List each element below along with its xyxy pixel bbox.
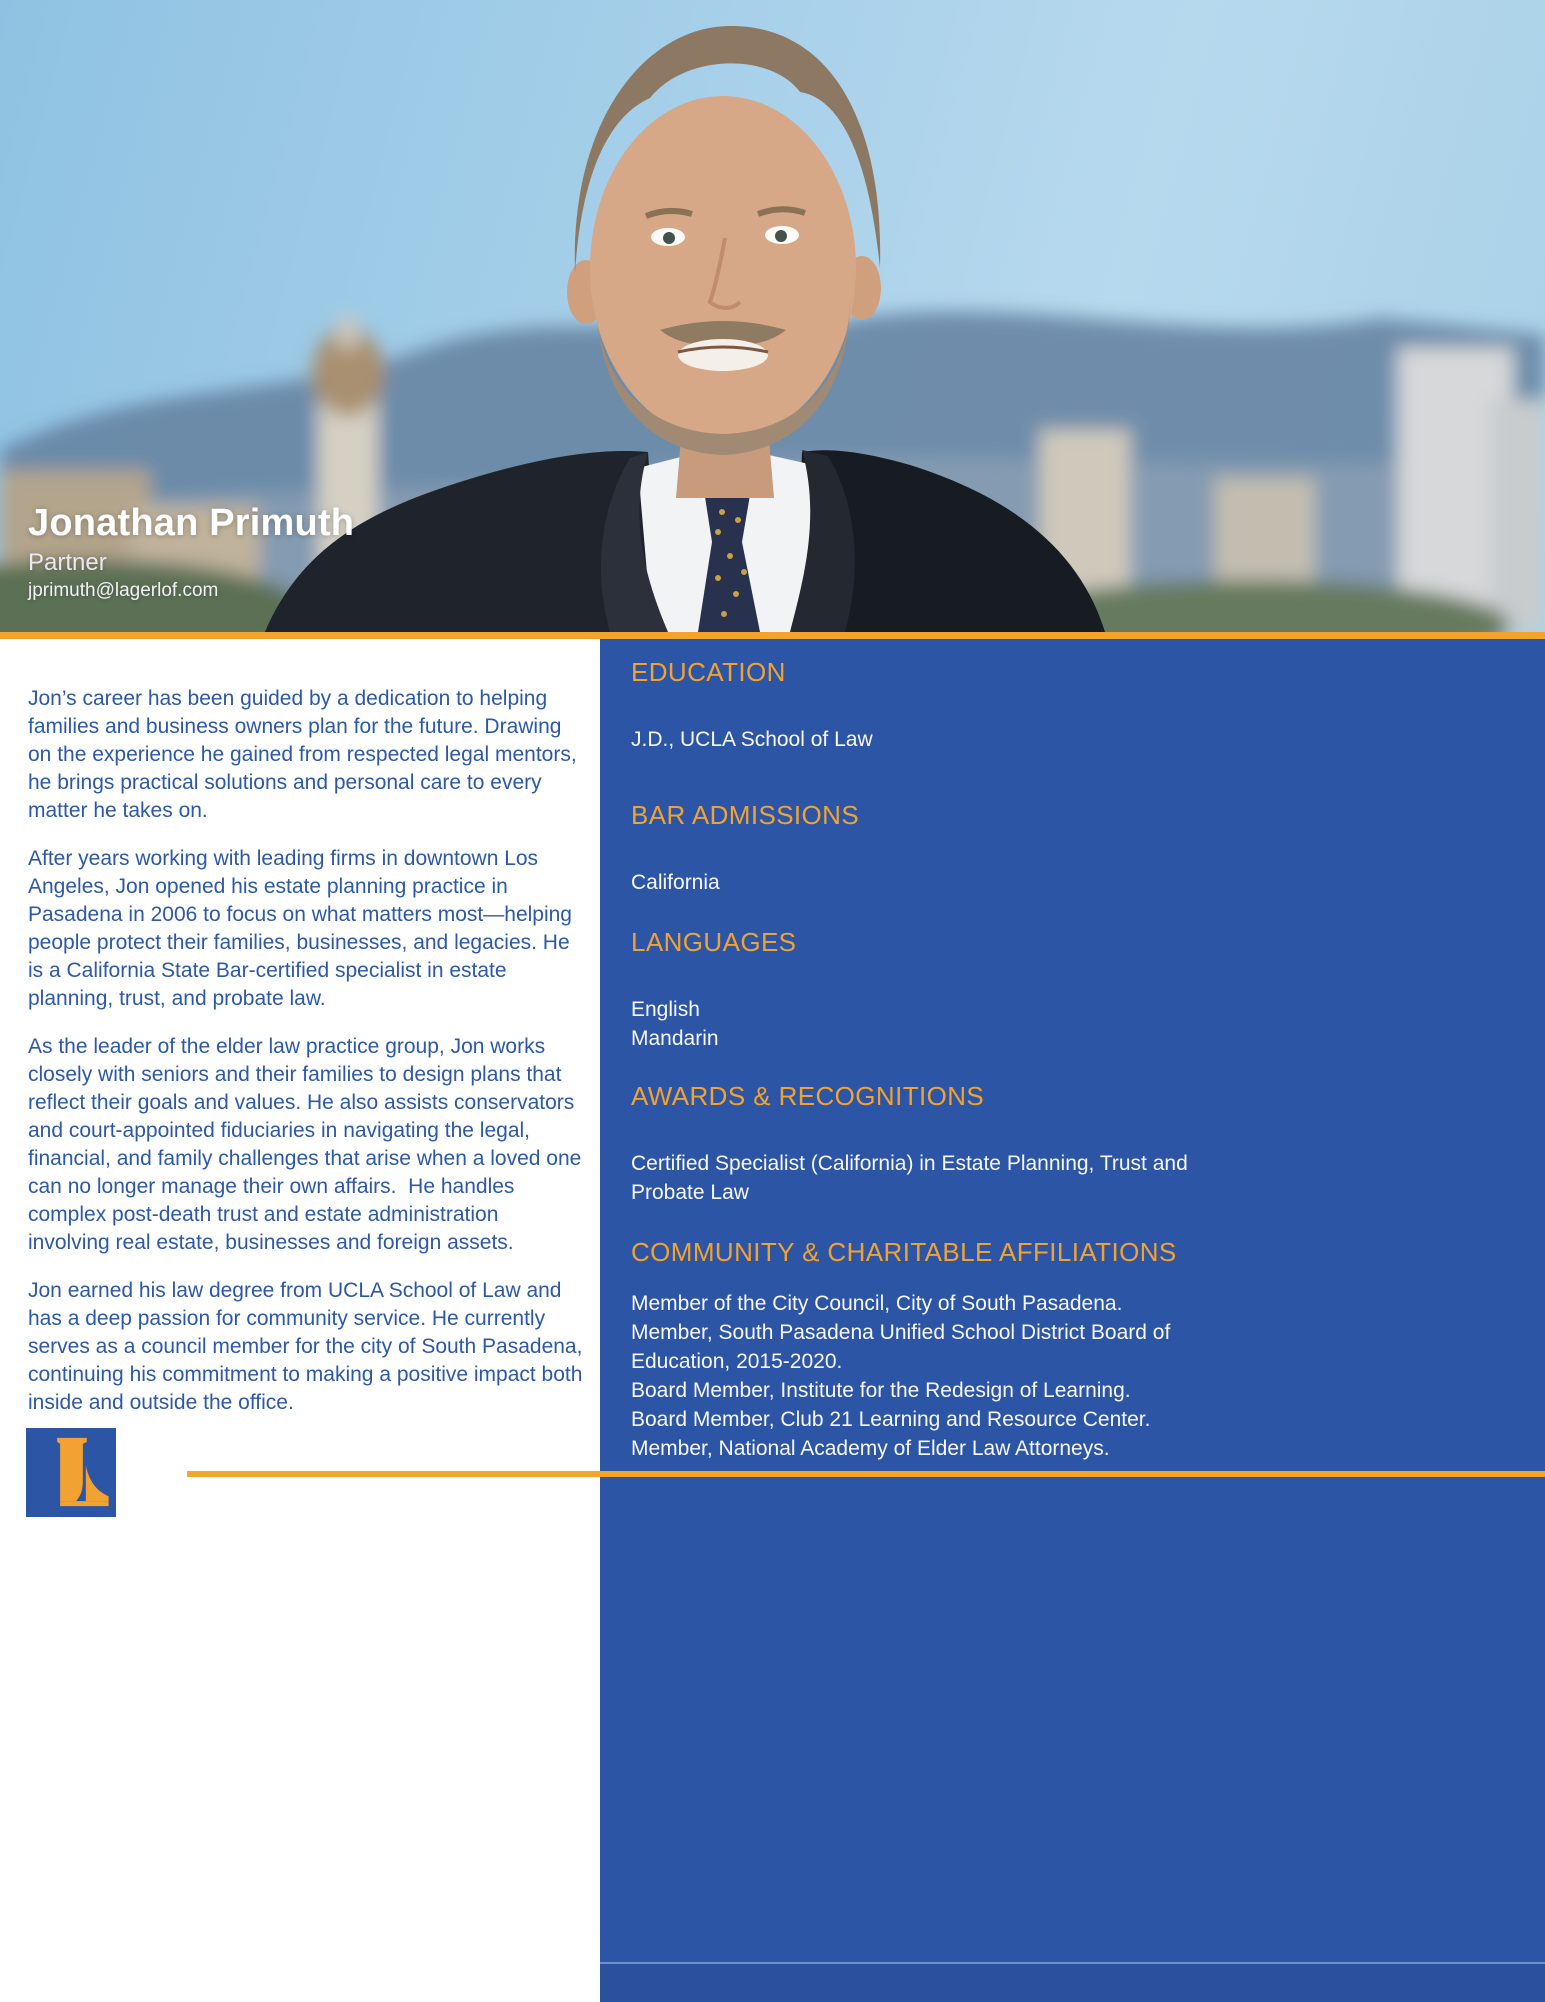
hero-text-block bbox=[28, 503, 354, 602]
person-name: Jonathan Primuth bbox=[28, 502, 355, 544]
sidebar-section bbox=[631, 798, 1515, 897]
bio-column bbox=[0, 639, 600, 2000]
sidebar-section bbox=[631, 1235, 1515, 1463]
firm-logo bbox=[26, 1428, 116, 1517]
section-item: Board Member, Institute for the Redesign of Learning. bbox=[631, 1379, 1131, 1402]
section-heading: BAR ADMISSIONS bbox=[631, 800, 860, 830]
bio-paragraph: After years working with leading firms in downtown Los Angeles, Jon opened his estate planning practice in Pasadena in 2006 to focus on what matters most—helping people protect their families, businesses, and legacies. He is a California State Bar-certified specialist in estate planning, trust, and probate law. bbox=[28, 847, 578, 1010]
section-item: Board Member, Club 21 Learning and Resource Center. bbox=[631, 1408, 1151, 1431]
bio-paragraphs bbox=[28, 685, 589, 1417]
bio-paragraph: Jon’s career has been guided by a dedication to helping families and business owners plan for the future. Drawing on the experience he gained from respected legal mentors, he brings practical solutions and personal care to every matter he takes on. bbox=[28, 687, 583, 822]
section-heading: COMMUNITY & CHARITABLE AFFILIATIONS bbox=[631, 1237, 1177, 1267]
hero-banner bbox=[0, 0, 1545, 632]
top-divider-rule bbox=[0, 632, 1545, 639]
person-title: Partner bbox=[28, 549, 107, 576]
section-item: Certified Specialist (California) in Estate Planning, Trust and bbox=[631, 1152, 1188, 1175]
logo-letter-l bbox=[26, 1428, 116, 1517]
section-item: English bbox=[631, 998, 700, 1021]
sidebar-section bbox=[631, 925, 1515, 1053]
section-item: California bbox=[631, 871, 720, 894]
footer-strip bbox=[600, 1962, 1545, 2002]
person-email[interactable]: jprimuth@lagerlof.com bbox=[28, 580, 219, 601]
section-item: J.D., UCLA School of Law bbox=[631, 728, 873, 751]
bio-paragraph: Jon earned his law degree from UCLA School of Law and has a deep passion for community service. He currently serves as a council member for the city of South Pasadena, continuing his commitment to making a positive impact both inside and outside the office. bbox=[28, 1279, 589, 1414]
sidebar-sections bbox=[631, 655, 1515, 1463]
sidebar-section bbox=[631, 1079, 1515, 1207]
section-item: Member of the City Council, City of South Pasadena. bbox=[631, 1292, 1123, 1315]
section-item: Education, 2015-2020. bbox=[631, 1350, 843, 1373]
sidebar-section bbox=[631, 655, 1515, 754]
section-heading: LANGUAGES bbox=[631, 927, 797, 957]
section-item: Member, National Academy of Elder Law Attorneys. bbox=[631, 1437, 1110, 1460]
bottom-divider-rule bbox=[187, 1471, 1545, 1477]
section-item: Member, South Pasadena Unified School District Board of bbox=[631, 1321, 1171, 1344]
section-item: Mandarin bbox=[631, 1027, 719, 1050]
main-content bbox=[0, 639, 1545, 2000]
bio-paragraph: As the leader of the elder law practice group, Jon works closely with seniors and their families to design plans that reflect their goals and values. He also assists conservators and court-appointed fiduciaries in navigating the legal, financial, and family challenges that arise when a loved one can no longer manage their own affairs. He handles complex post-death trust and estate administration involving real estate, businesses and foreign assets. bbox=[28, 1035, 588, 1254]
section-heading: AWARDS & RECOGNITIONS bbox=[631, 1081, 985, 1111]
section-item: Probate Law bbox=[631, 1181, 749, 1204]
section-heading: EDUCATION bbox=[631, 657, 786, 687]
sidebar-panel bbox=[600, 639, 1545, 2000]
